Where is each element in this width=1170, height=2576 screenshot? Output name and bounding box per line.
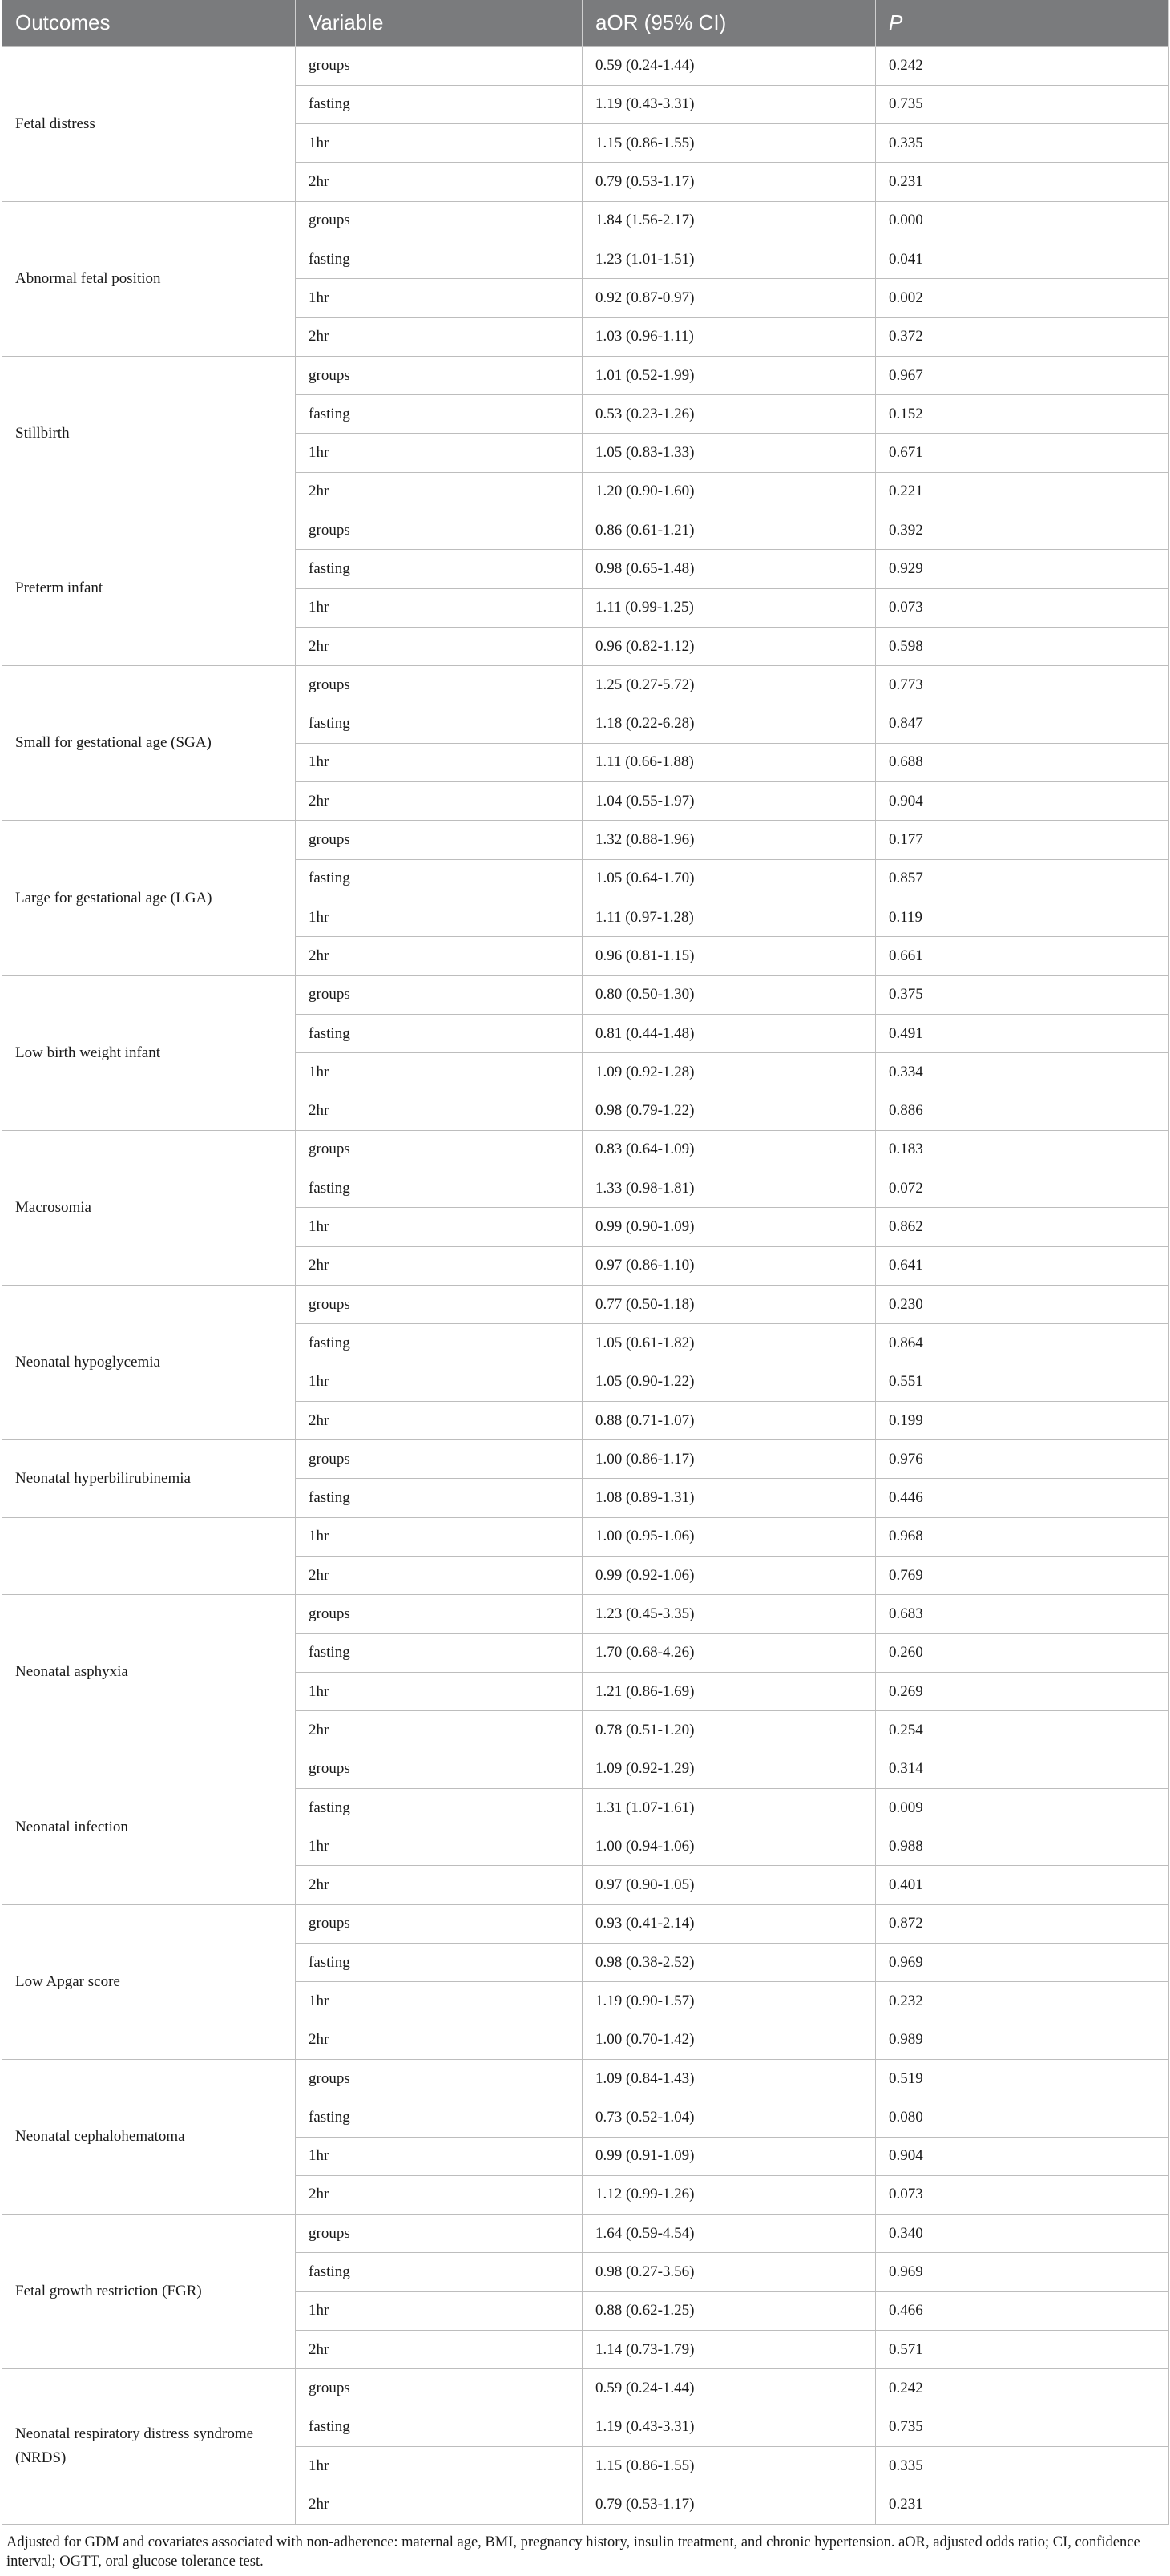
aor-cell: 0.99 (0.90-1.09)	[583, 1208, 876, 1246]
aor-cell: 1.19 (0.43-3.31)	[583, 85, 876, 123]
variable-cell: groups	[296, 1595, 583, 1633]
variable-cell: 2hr	[296, 2485, 583, 2524]
aor-cell: 1.01 (0.52-1.99)	[583, 356, 876, 394]
aor-cell: 1.08 (0.89-1.31)	[583, 1479, 876, 1517]
aor-cell: 1.15 (0.86-1.55)	[583, 124, 876, 163]
variable-cell: 1hr	[296, 124, 583, 163]
p-value-cell: 0.641	[876, 1246, 1169, 1285]
aor-cell: 0.78 (0.51-1.20)	[583, 1711, 876, 1750]
aor-cell: 1.15 (0.86-1.55)	[583, 2446, 876, 2485]
p-value-cell: 0.735	[876, 85, 1169, 123]
variable-cell: fasting	[296, 2098, 583, 2137]
aor-cell: 0.73 (0.52-1.04)	[583, 2098, 876, 2137]
outcome-cell: Fetal distress	[2, 46, 296, 201]
variable-cell: groups	[296, 1440, 583, 1479]
p-value-cell: 0.009	[876, 1788, 1169, 1827]
aor-cell: 0.53 (0.23-1.26)	[583, 395, 876, 434]
variable-cell: 2hr	[296, 1092, 583, 1130]
aor-cell: 1.31 (1.07-1.61)	[583, 1788, 876, 1827]
aor-cell: 0.93 (0.41-2.14)	[583, 1904, 876, 1943]
aor-cell: 1.05 (0.83-1.33)	[583, 434, 876, 472]
header-variable: Variable	[296, 0, 583, 46]
header-p: P	[876, 0, 1169, 46]
p-value-cell: 0.152	[876, 395, 1169, 434]
aor-cell: 1.64 (0.59-4.54)	[583, 2215, 876, 2253]
aor-cell: 0.88 (0.62-1.25)	[583, 2291, 876, 2330]
aor-cell: 1.09 (0.92-1.29)	[583, 1750, 876, 1788]
p-value-cell: 0.466	[876, 2291, 1169, 2330]
aor-cell: 1.23 (1.01-1.51)	[583, 240, 876, 278]
p-value-cell: 0.230	[876, 1286, 1169, 1324]
variable-cell: groups	[296, 511, 583, 550]
variable-cell: fasting	[296, 1788, 583, 1827]
variable-cell: fasting	[296, 859, 583, 898]
table-footnote: Adjusted for GDM and covariates associated with non-adherence: maternal age, BMI, pregnancy history, insulin treatment, and chronic hypertension. aOR, adjusted odds ratio; CI, confidence interval; OGTT, oral glucose tolerance test.	[6, 2534, 1140, 2570]
variable-cell: 2hr	[296, 1866, 583, 1904]
outcome-cell: Neonatal respiratory distress syndrome (NRDS)	[2, 2369, 296, 2524]
table-row	[2, 666, 1169, 705]
variable-cell: 2hr	[296, 472, 583, 511]
aor-cell: 1.20 (0.90-1.60)	[583, 472, 876, 511]
variable-cell: fasting	[296, 2408, 583, 2446]
p-value-cell: 0.372	[876, 317, 1169, 356]
p-value-cell: 0.683	[876, 1595, 1169, 1633]
variable-cell: 1hr	[296, 743, 583, 781]
variable-cell: 1hr	[296, 1363, 583, 1401]
aor-cell: 0.96 (0.81-1.15)	[583, 937, 876, 975]
p-value-cell: 0.242	[876, 46, 1169, 85]
aor-cell: 1.70 (0.68-4.26)	[583, 1633, 876, 1672]
aor-cell: 1.33 (0.98-1.81)	[583, 1169, 876, 1208]
p-value-cell: 0.769	[876, 1557, 1169, 1595]
variable-cell: 2hr	[296, 1557, 583, 1595]
table-row	[2, 511, 1169, 550]
table-row	[2, 1286, 1169, 1324]
aor-cell: 1.00 (0.94-1.06)	[583, 1827, 876, 1866]
variable-cell: groups	[296, 1904, 583, 1943]
p-value-cell: 0.988	[876, 1827, 1169, 1866]
p-value-cell: 0.571	[876, 2331, 1169, 2369]
aor-cell: 1.11 (0.99-1.25)	[583, 588, 876, 627]
outcome-cell: Neonatal infection	[2, 1750, 296, 1904]
p-value-cell: 0.989	[876, 2021, 1169, 2059]
aor-cell: 1.11 (0.97-1.28)	[583, 898, 876, 937]
variable-cell: groups	[296, 46, 583, 85]
variable-cell: 2hr	[296, 163, 583, 201]
outcome-cell: Neonatal hypoglycemia	[2, 1286, 296, 1440]
variable-cell: fasting	[296, 1169, 583, 1208]
p-value-cell: 0.976	[876, 1440, 1169, 1479]
variable-cell: groups	[296, 821, 583, 859]
variable-cell: 1hr	[296, 279, 583, 317]
variable-cell: 2hr	[296, 2021, 583, 2059]
variable-cell: 2hr	[296, 627, 583, 665]
outcome-cell: Low birth weight infant	[2, 975, 296, 1130]
p-value-cell: 0.002	[876, 279, 1169, 317]
aor-cell: 0.96 (0.82-1.12)	[583, 627, 876, 665]
outcome-cell: Fetal growth restriction (FGR)	[2, 2215, 296, 2369]
aor-cell: 1.19 (0.43-3.31)	[583, 2408, 876, 2446]
variable-cell: fasting	[296, 705, 583, 743]
variable-cell: groups	[296, 666, 583, 705]
aor-cell: 1.19 (0.90-1.57)	[583, 1982, 876, 2021]
aor-cell: 1.84 (1.56-2.17)	[583, 201, 876, 240]
outcome-cell: Macrosomia	[2, 1130, 296, 1285]
p-value-cell: 0.491	[876, 1014, 1169, 1052]
p-value-cell: 0.967	[876, 356, 1169, 394]
p-value-cell: 0.969	[876, 1944, 1169, 1982]
variable-cell: 1hr	[296, 2291, 583, 2330]
p-value-cell: 0.231	[876, 163, 1169, 201]
p-value-cell: 0.232	[876, 1982, 1169, 2021]
p-value-cell: 0.872	[876, 1904, 1169, 1943]
p-value-cell: 0.041	[876, 240, 1169, 278]
variable-cell: fasting	[296, 1479, 583, 1517]
table-row	[2, 1595, 1169, 1633]
p-value-cell: 0.199	[876, 1401, 1169, 1439]
variable-cell: groups	[296, 1130, 583, 1169]
table-row	[2, 1440, 1169, 1479]
variable-cell: fasting	[296, 1944, 583, 1982]
aor-cell: 0.98 (0.27-3.56)	[583, 2253, 876, 2291]
aor-cell: 0.81 (0.44-1.48)	[583, 1014, 876, 1052]
variable-cell: 2hr	[296, 1246, 583, 1285]
aor-cell: 1.09 (0.84-1.43)	[583, 2059, 876, 2098]
aor-cell: 1.04 (0.55-1.97)	[583, 782, 876, 821]
aor-cell: 0.88 (0.71-1.07)	[583, 1401, 876, 1439]
table-body	[2, 46, 1169, 2524]
p-value-cell: 0.847	[876, 705, 1169, 743]
aor-cell: 0.98 (0.38-2.52)	[583, 1944, 876, 1982]
p-value-cell: 0.080	[876, 2098, 1169, 2137]
table-container	[2, 0, 1168, 2571]
variable-cell: 1hr	[296, 898, 583, 937]
variable-cell: 1hr	[296, 1053, 583, 1092]
p-value-cell: 0.688	[876, 743, 1169, 781]
outcome-cell: Low Apgar score	[2, 1904, 296, 2059]
outcome-cell: Stillbirth	[2, 356, 296, 511]
table-row	[2, 1904, 1169, 1943]
p-value-cell: 0.519	[876, 2059, 1169, 2098]
aor-cell: 1.11 (0.66-1.88)	[583, 743, 876, 781]
aor-cell: 0.92 (0.87-0.97)	[583, 279, 876, 317]
variable-cell: groups	[296, 2059, 583, 2098]
aor-cell: 1.21 (0.86-1.69)	[583, 1672, 876, 1710]
variable-cell: fasting	[296, 1633, 583, 1672]
variable-cell: fasting	[296, 240, 583, 278]
p-value-cell: 0.269	[876, 1672, 1169, 1710]
p-value-cell: 0.335	[876, 124, 1169, 163]
variable-cell: 1hr	[296, 2446, 583, 2485]
p-value-cell: 0.735	[876, 2408, 1169, 2446]
p-value-cell: 0.231	[876, 2485, 1169, 2524]
aor-cell: 0.59 (0.24-1.44)	[583, 2369, 876, 2408]
aor-cell: 0.97 (0.90-1.05)	[583, 1866, 876, 1904]
table-row	[2, 2215, 1169, 2253]
p-value-cell: 0.177	[876, 821, 1169, 859]
p-value-cell: 0.072	[876, 1169, 1169, 1208]
p-value-cell: 0.000	[876, 201, 1169, 240]
variable-cell: 1hr	[296, 1982, 583, 2021]
p-value-cell: 0.773	[876, 666, 1169, 705]
table-row	[2, 356, 1169, 394]
table-row	[2, 201, 1169, 240]
table-row	[2, 46, 1169, 85]
aor-cell: 1.25 (0.27-5.72)	[583, 666, 876, 705]
p-value-cell: 0.392	[876, 511, 1169, 550]
p-value-cell: 0.073	[876, 588, 1169, 627]
aor-cell: 0.97 (0.86-1.10)	[583, 1246, 876, 1285]
outcome-cell: Neonatal asphyxia	[2, 1595, 296, 1750]
variable-cell: 1hr	[296, 1208, 583, 1246]
variable-cell: groups	[296, 356, 583, 394]
variable-cell: fasting	[296, 2253, 583, 2291]
variable-cell: 2hr	[296, 2331, 583, 2369]
p-value-cell: 0.335	[876, 2446, 1169, 2485]
p-value-cell: 0.314	[876, 1750, 1169, 1788]
aor-cell: 0.77 (0.50-1.18)	[583, 1286, 876, 1324]
variable-cell: groups	[296, 201, 583, 240]
variable-cell: groups	[296, 2369, 583, 2408]
p-value-cell: 0.375	[876, 975, 1169, 1014]
variable-cell: groups	[296, 2215, 583, 2253]
p-value-cell: 0.242	[876, 2369, 1169, 2408]
outcome-cell: Neonatal cephalohematoma	[2, 2059, 296, 2214]
variable-cell: fasting	[296, 550, 583, 588]
outcomes-table	[2, 0, 1169, 2525]
variable-cell: 2hr	[296, 937, 583, 975]
aor-cell: 1.00 (0.95-1.06)	[583, 1517, 876, 1556]
p-value-cell: 0.661	[876, 937, 1169, 975]
aor-cell: 0.59 (0.24-1.44)	[583, 46, 876, 85]
variable-cell: groups	[296, 975, 583, 1014]
outcome-cell: Neonatal hyperbilirubinemia	[2, 1440, 296, 1518]
p-value-cell: 0.904	[876, 782, 1169, 821]
aor-cell: 0.99 (0.91-1.09)	[583, 2137, 876, 2175]
table-row	[2, 2059, 1169, 2098]
aor-cell: 0.80 (0.50-1.30)	[583, 975, 876, 1014]
variable-cell: groups	[296, 1286, 583, 1324]
variable-cell: fasting	[296, 1324, 583, 1363]
p-value-cell: 0.864	[876, 1324, 1169, 1363]
aor-cell: 1.03 (0.96-1.11)	[583, 317, 876, 356]
p-value-cell: 0.904	[876, 2137, 1169, 2175]
aor-cell: 1.05 (0.61-1.82)	[583, 1324, 876, 1363]
p-value-cell: 0.334	[876, 1053, 1169, 1092]
aor-cell: 1.05 (0.90-1.22)	[583, 1363, 876, 1401]
aor-cell: 1.32 (0.88-1.96)	[583, 821, 876, 859]
outcome-cell	[2, 1517, 296, 1595]
aor-cell: 1.14 (0.73-1.79)	[583, 2331, 876, 2369]
table-row	[2, 1750, 1169, 1788]
variable-cell: 1hr	[296, 2137, 583, 2175]
aor-cell: 1.12 (0.99-1.26)	[583, 2175, 876, 2214]
p-value-cell: 0.929	[876, 550, 1169, 588]
p-value-cell: 0.260	[876, 1633, 1169, 1672]
variable-cell: fasting	[296, 395, 583, 434]
table-row	[2, 975, 1169, 1014]
table-row	[2, 821, 1169, 859]
p-value-cell: 0.968	[876, 1517, 1169, 1556]
table-row	[2, 1517, 1169, 1556]
variable-cell: 1hr	[296, 588, 583, 627]
p-value-cell: 0.446	[876, 1479, 1169, 1517]
aor-cell: 0.98 (0.79-1.22)	[583, 1092, 876, 1130]
p-value-cell: 0.340	[876, 2215, 1169, 2253]
outcome-cell: Preterm infant	[2, 511, 296, 666]
variable-cell: fasting	[296, 1014, 583, 1052]
variable-cell: 2hr	[296, 2175, 583, 2214]
header-outcomes: Outcomes	[2, 0, 296, 46]
outcome-cell: Small for gestational age (SGA)	[2, 666, 296, 821]
p-value-cell: 0.073	[876, 2175, 1169, 2214]
aor-cell: 0.99 (0.92-1.06)	[583, 1557, 876, 1595]
variable-cell: 2hr	[296, 1401, 583, 1439]
p-value-cell: 0.857	[876, 859, 1169, 898]
p-value-cell: 0.183	[876, 1130, 1169, 1169]
p-value-cell: 0.886	[876, 1092, 1169, 1130]
header-aor: aOR (95% CI)	[583, 0, 876, 46]
p-value-cell: 0.598	[876, 627, 1169, 665]
aor-cell: 1.00 (0.70-1.42)	[583, 2021, 876, 2059]
variable-cell: fasting	[296, 85, 583, 123]
aor-cell: 0.79 (0.53-1.17)	[583, 163, 876, 201]
variable-cell: 1hr	[296, 434, 583, 472]
variable-cell: 2hr	[296, 1711, 583, 1750]
p-value-cell: 0.401	[876, 1866, 1169, 1904]
variable-cell: 1hr	[296, 1517, 583, 1556]
aor-cell: 1.18 (0.22-6.28)	[583, 705, 876, 743]
aor-cell: 0.83 (0.64-1.09)	[583, 1130, 876, 1169]
p-value-cell: 0.551	[876, 1363, 1169, 1401]
variable-cell: 1hr	[296, 1827, 583, 1866]
p-value-cell: 0.969	[876, 2253, 1169, 2291]
variable-cell: 2hr	[296, 317, 583, 356]
outcome-cell: Abnormal fetal position	[2, 201, 296, 356]
table-row	[2, 1130, 1169, 1169]
aor-cell: 0.79 (0.53-1.17)	[583, 2485, 876, 2524]
outcome-cell: Large for gestational age (LGA)	[2, 821, 296, 975]
table-row	[2, 2369, 1169, 2408]
aor-cell: 0.86 (0.61-1.21)	[583, 511, 876, 550]
variable-cell: groups	[296, 1750, 583, 1788]
variable-cell: 2hr	[296, 782, 583, 821]
header-row	[2, 0, 1169, 46]
aor-cell: 1.09 (0.92-1.28)	[583, 1053, 876, 1092]
p-value-cell: 0.671	[876, 434, 1169, 472]
aor-cell: 1.05 (0.64-1.70)	[583, 859, 876, 898]
aor-cell: 1.00 (0.86-1.17)	[583, 1440, 876, 1479]
p-value-cell: 0.119	[876, 898, 1169, 937]
variable-cell: 1hr	[296, 1672, 583, 1710]
p-value-cell: 0.221	[876, 472, 1169, 511]
aor-cell: 0.98 (0.65-1.48)	[583, 550, 876, 588]
p-value-cell: 0.862	[876, 1208, 1169, 1246]
p-value-cell: 0.254	[876, 1711, 1169, 1750]
aor-cell: 1.23 (0.45-3.35)	[583, 1595, 876, 1633]
